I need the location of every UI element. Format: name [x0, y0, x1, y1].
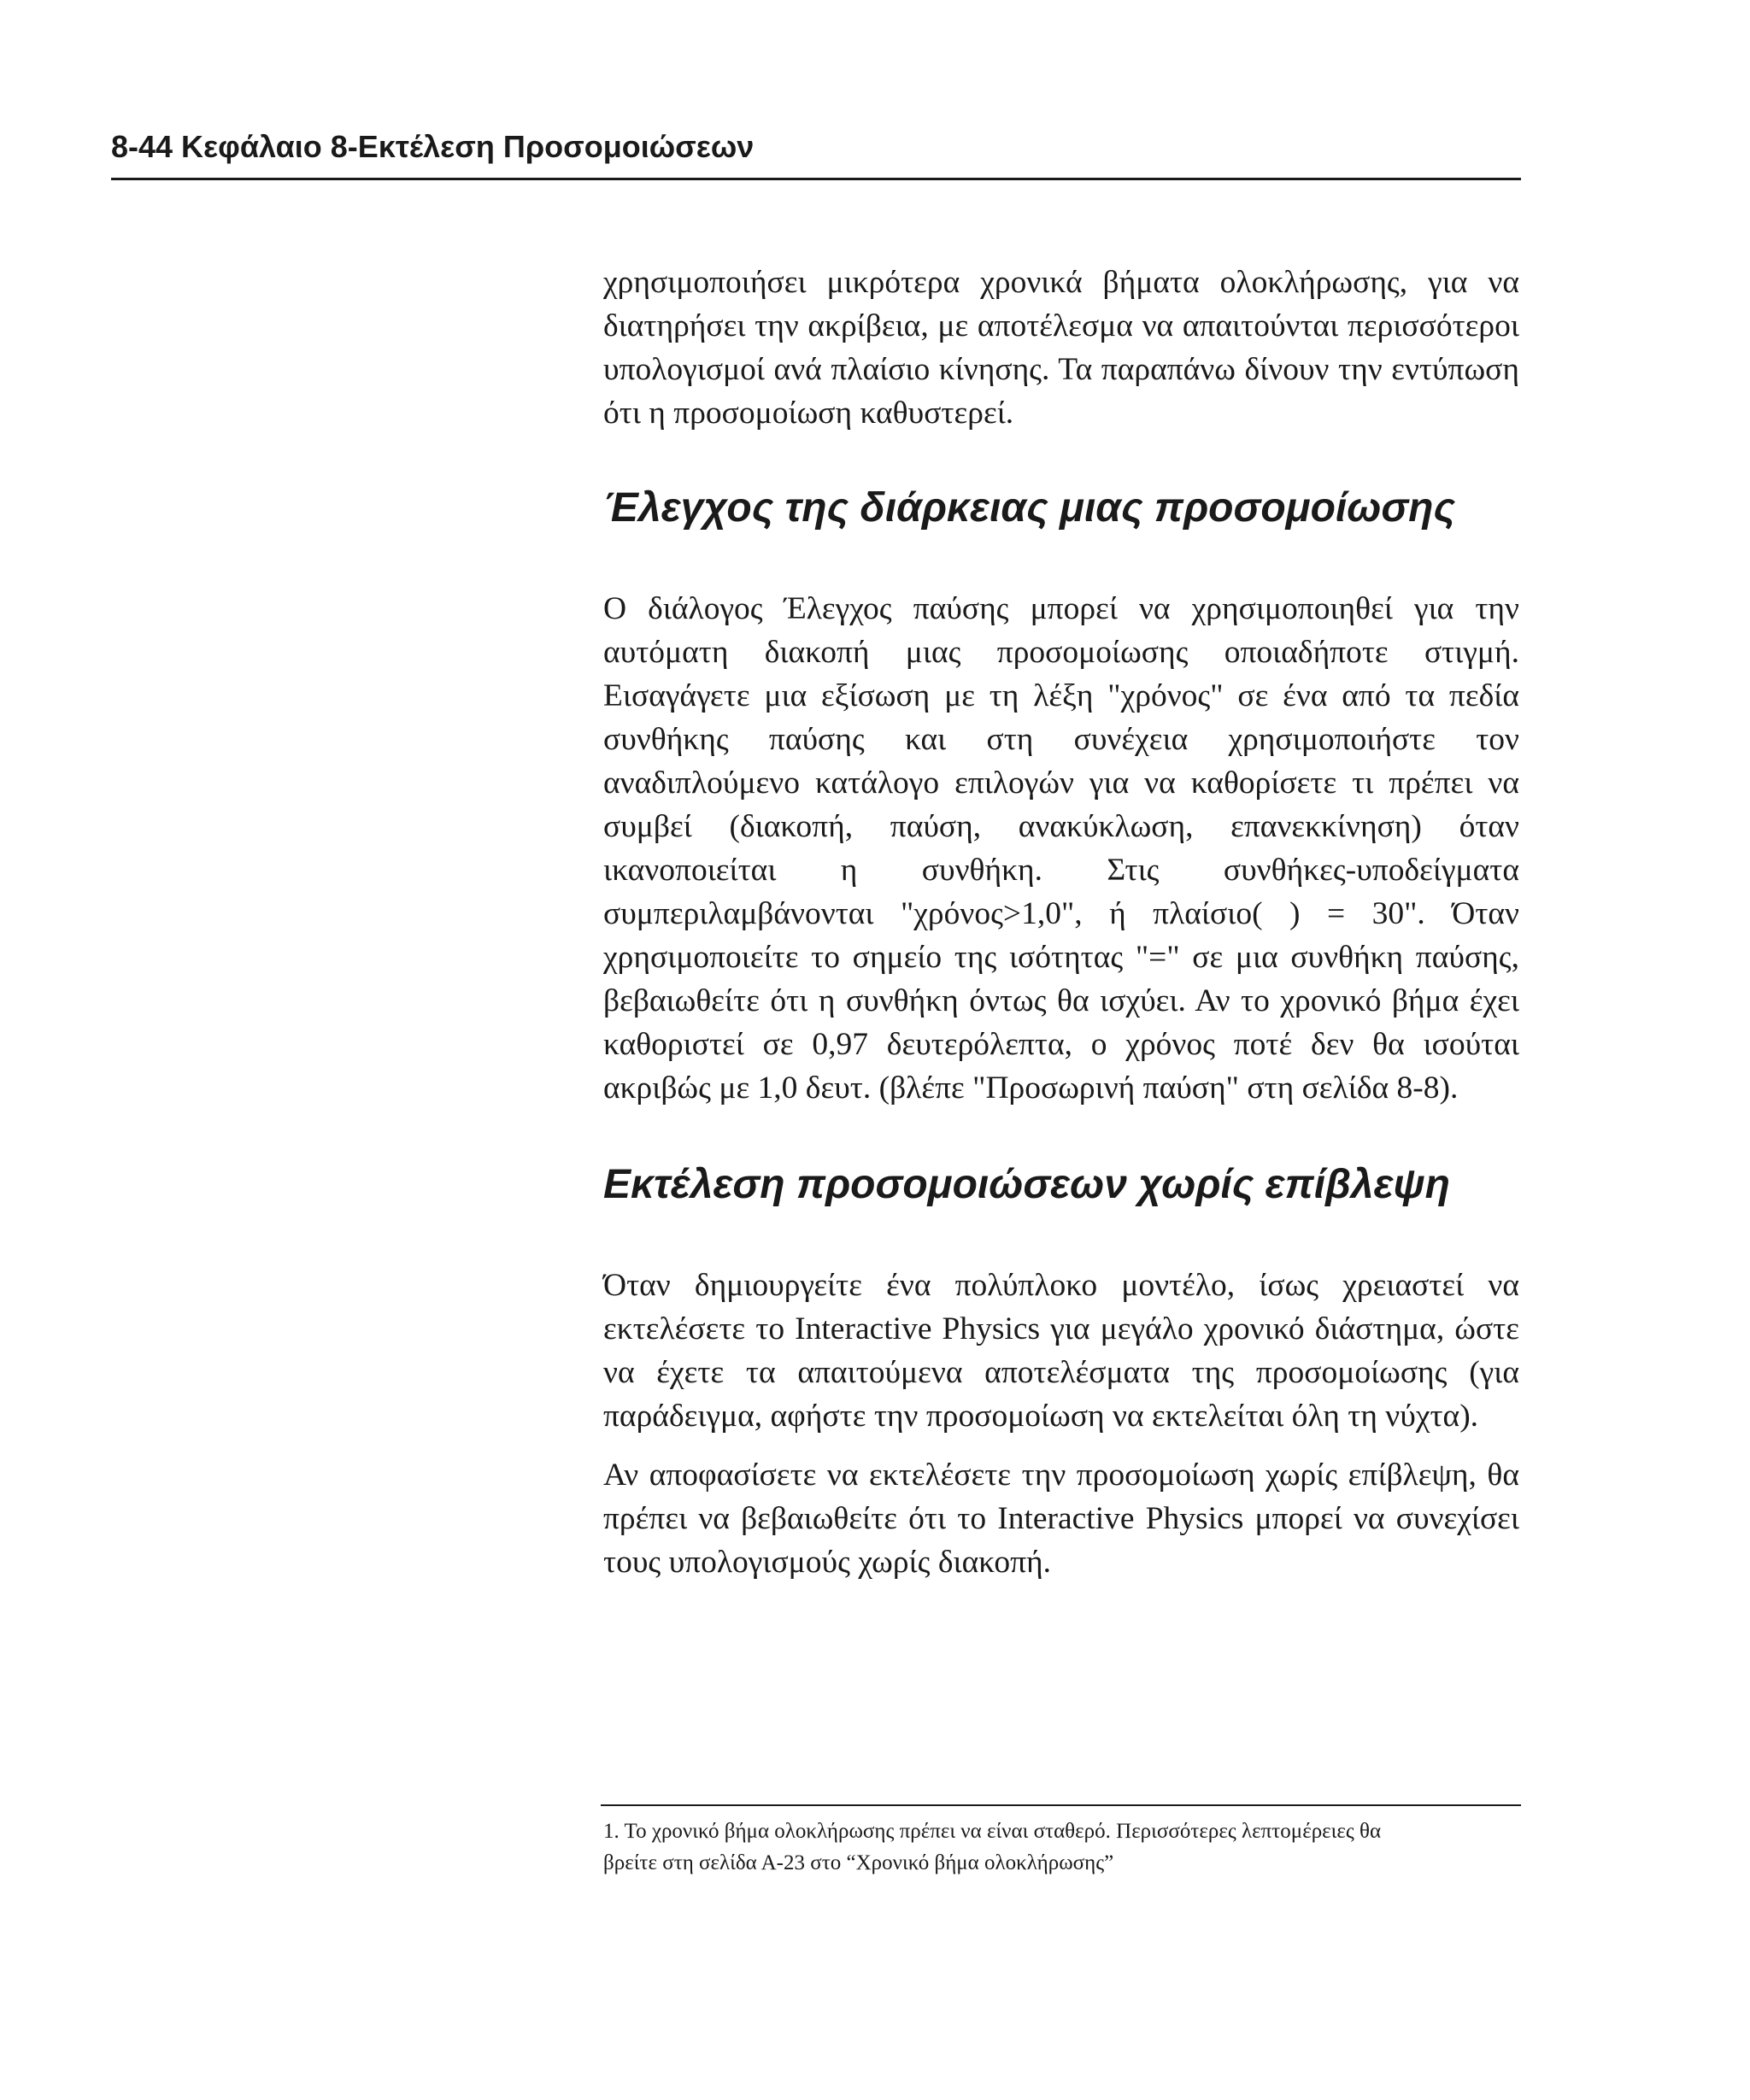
section-paragraph-unattended-run-1: Όταν δημιουργείτε ένα πολύπλοκο μοντέλο, ίσως χρειαστεί να εκτελέσετε το Interactive Physics για μεγάλο χρονικό διάστημα, ώστε να έχετε τα απαιτούμενα αποτελέσματα της προσομοίωσης (για παράδειγμα, αφήστε την προσομοίωση να εκτελείται όλη τη νύχτα). [603, 1268, 1519, 1434]
footnote-rule [601, 1804, 1521, 1806]
section-paragraph-pause-control: Ο διάλογος Έλεγχος παύσης μπορεί να χρησιμοποιηθεί για την αυτόματη διακοπή μιας προσομοίωσης οποιαδήποτε στιγμή. Εισαγάγετε μια εξίσωση με τη λέξη "χρόνος" σε ένα από τα πεδία συνθήκης παύσης και στη συνέχεια χρησιμοποιήστε τον αναδιπλούμενο κατάλογο επιλογών για να καθορίσετε τι πρέπει να συμβεί (διακοπή, παύση, ανακύκλωση, επανεκκίνηση) όταν ικανοποιείται η συνθήκη. Στις συνθήκες-υποδείγματα συμπεριλαμβάνονται "χρόνος>1,0", ή πλαίσιο( ) = 30". Όταν χρησιμοποιείτε το σημείο της ισότητας "=" σε μια συνθήκη παύσης, βεβαιωθείτε ότι η συνθήκη όντως θα ισχύει. Αν το χρονικό βήμα έχει καθοριστεί σε 0,97 δευτερόλεπτα, ο χρόνος ποτέ δεν θα ισούται ακριβώς με 1,0 δευτ. (βλέπε "Προσωρινή παύση" στη σελίδα 8-8). [603, 591, 1519, 1106]
header-rule [111, 178, 1521, 180]
section-paragraph-unattended-run-2: Αν αποφασίσετε να εκτελέσετε την προσομοίωση χωρίς επίβλεψη, θα πρέπει να βεβαιωθείτε ότι το Interactive Physics μπορεί να συνεχίσει τους υπολογισμούς χωρίς διακοπή. [603, 1458, 1519, 1580]
running-header: 8-44 Κεφάλαιο 8-Εκτέλεση Προσομοιώσεων [111, 129, 755, 164]
footnote-line-2: βρείτε στη σελίδα Α-23 στο “Χρονικό βήμα ολοκλήρωσης” [603, 1851, 1114, 1874]
footnote [603, 1816, 1519, 1879]
section-heading-unattended-run: Εκτέλεση προσομοιώσεων χωρίς επίβλεψη [603, 1162, 1450, 1207]
footnote-line-1: 1. Το χρονικό βήμα ολοκλήρωσης πρέπει να είναι σταθερό. Περισσότερες λεπτομέρειες θα [603, 1820, 1382, 1843]
section-heading-pause-control: Έλεγχος της διάρκειας μιας προσομοίωσης [603, 485, 1456, 531]
main-content [603, 261, 1519, 1584]
intro-paragraph: χρησιμοποιήσει μικρότερα χρονικά βήματα ολοκλήρωσης, για να διατηρήσει την ακρίβεια, με αποτέλεσμα να απαιτούνται περισσότεροι υπολογισμοί ανά πλαίσιο κίνησης. Τα παραπάνω δίνουν την εντύπωση ότι η προσομοίωση καθυστερεί. [603, 265, 1519, 431]
